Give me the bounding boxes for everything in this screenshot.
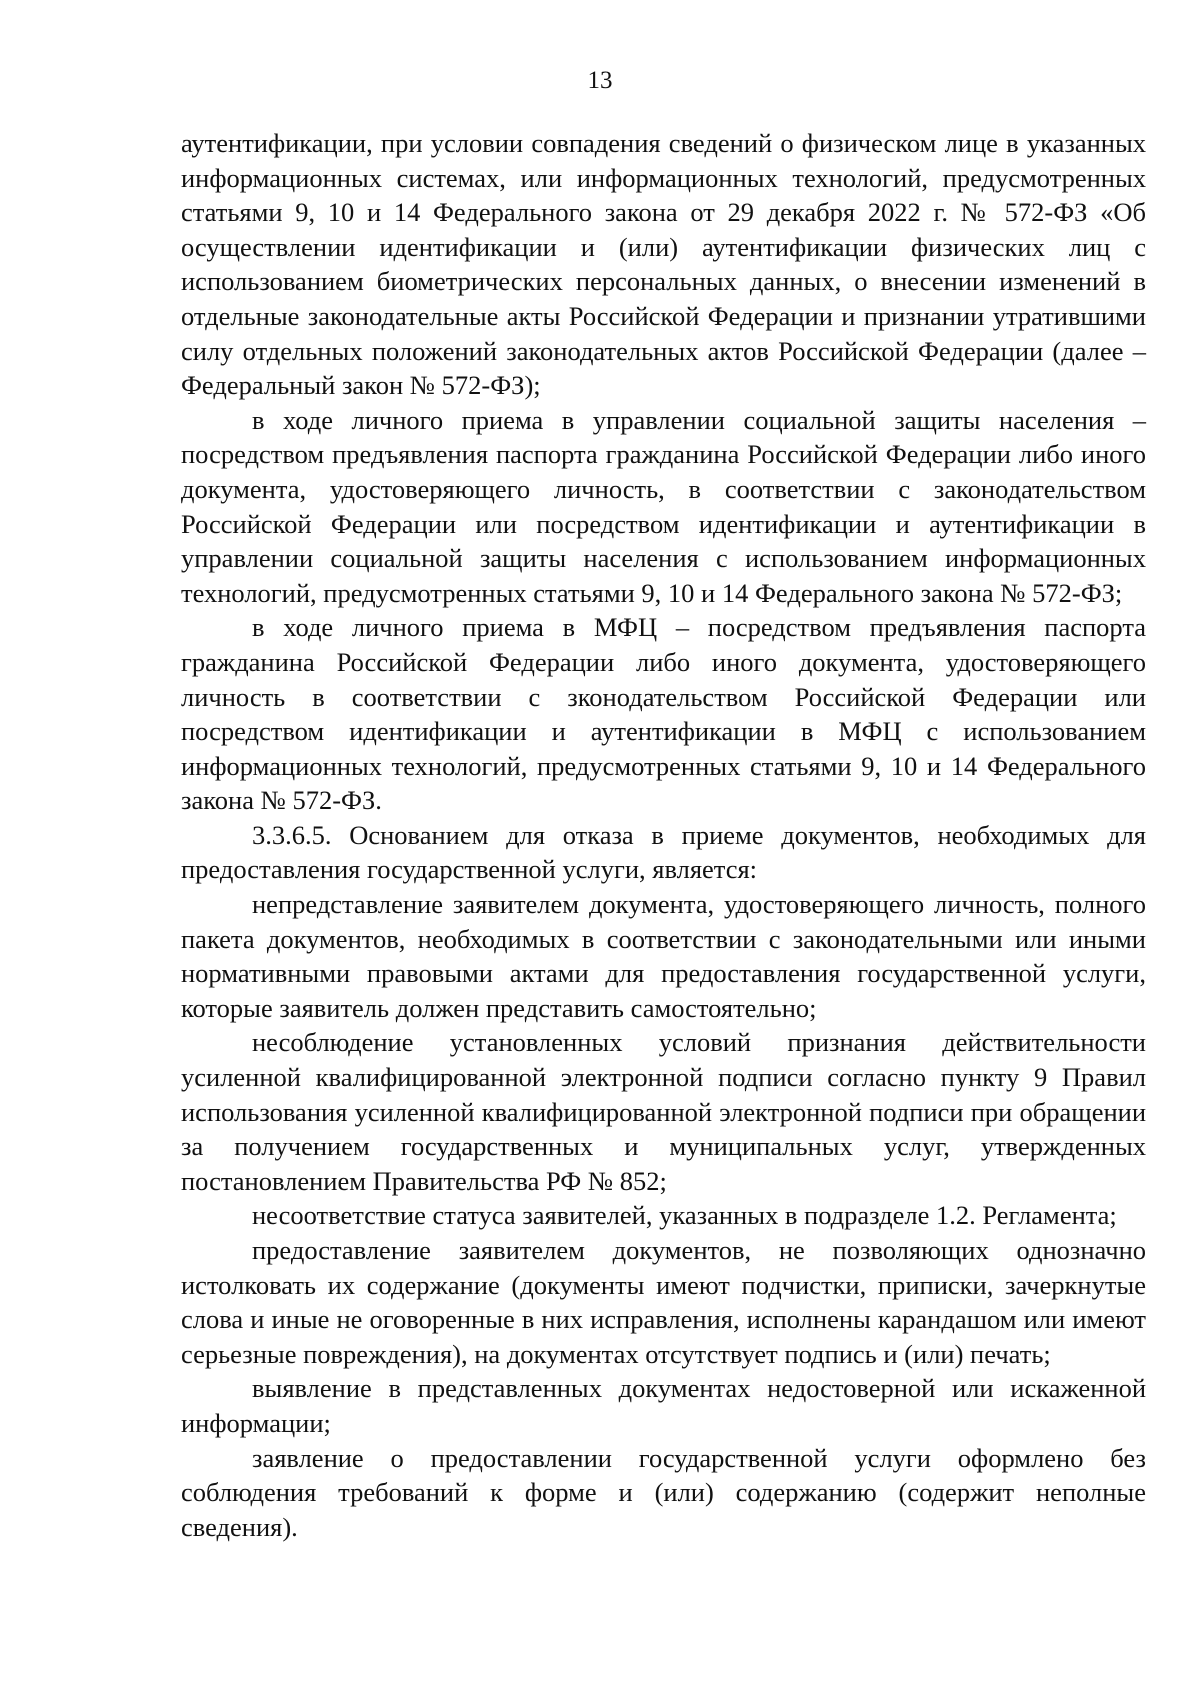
paragraph: в ходе личного приема в МФЦ – посредством предъявления паспорта гражданина Российской Федерации либо иного документа, удостоверяющего личность в соответствии с зконодательством Российской Федерации или посредством идентификации и аутентификации в МФЦ с использованием информационных технологий, предусмотренных статьями 9, 10 и 14 Федерального закона № 572-ФЗ. xyxy=(181,612,1146,816)
paragraph: несоответствие статуса заявителей, указанных в подразделе 1.2. Регламента; xyxy=(252,1200,1117,1231)
paragraph: заявление о предоставлении государственной услуги оформлено без соблюдения требований к форме и (или) содержанию (содержит неполные сведения). xyxy=(181,1442,1146,1542)
document-body xyxy=(181,126,1146,1544)
paragraph: предоставление заявителем документов, не позволяющих однозначно истолковать их содержание (документы имеют подчистки, приписки, зачеркнутые слова и иные не оговоренные в них исправления, исполнены карандашом или имеют серьезные повреждения), на документах отсутствует подпись и (или) печать; xyxy=(181,1235,1146,1369)
paragraph: выявление в представленных документах недостоверной или искаженной информации; xyxy=(181,1373,1146,1438)
paragraph: аутентификации, при условии совпадения сведений о физическом лице в указанных информационных системах, или информационных технологий, предусмотренных статьями 9, 10 и 14 Федерального закона от 29 декабря 2022 г. № 572-ФЗ «Об осуществлении идентификации и (или) аутентификации физических лиц с использованием биометрических персональных данных, о внесении изменений в отдельные законодательные акты Российской Федерации и признании утратившими силу отдельных положений законодательных актов Российской Федерации (далее – Федеральный закон № 572-ФЗ); xyxy=(181,128,1146,401)
page-number: 13 xyxy=(587,67,613,94)
paragraph: несоблюдение установленных условий признания действительности усиленной квалифицированной электронной подписи согласно пункту 9 Правил использования усиленной квалифицированной электронной подписи при обращении за получением государственных и муниципальных услуг, утвержденных постановлением Правительства РФ № 852; xyxy=(181,1027,1146,1196)
paragraph: 3.3.6.5. Основанием для отказа в приеме документов, необходимых для предоставления государственной услуги, является: xyxy=(181,819,1146,885)
paragraph: в ходе личного приема в управлении социальной защиты населения – посредством предъявления паспорта гражданина Российской Федерации либо иного документа, удостоверяющего личность, в соответствии с законодательством Российской Федерации или посредством идентификации и аутентификации в управлении социальной защиты населения с использованием информационных технологий, предусмотренных статьями 9, 10 и 14 Федерального закона № 572-ФЗ; xyxy=(181,404,1146,608)
paragraph: непредставление заявителем документа, удостоверяющего личность, полного пакета документов, необходимых в соответствии с законодательными или иными нормативными правовыми актами для предоставления государственной услуги, которые заявитель должен представить самостоятельно; xyxy=(181,889,1146,1023)
